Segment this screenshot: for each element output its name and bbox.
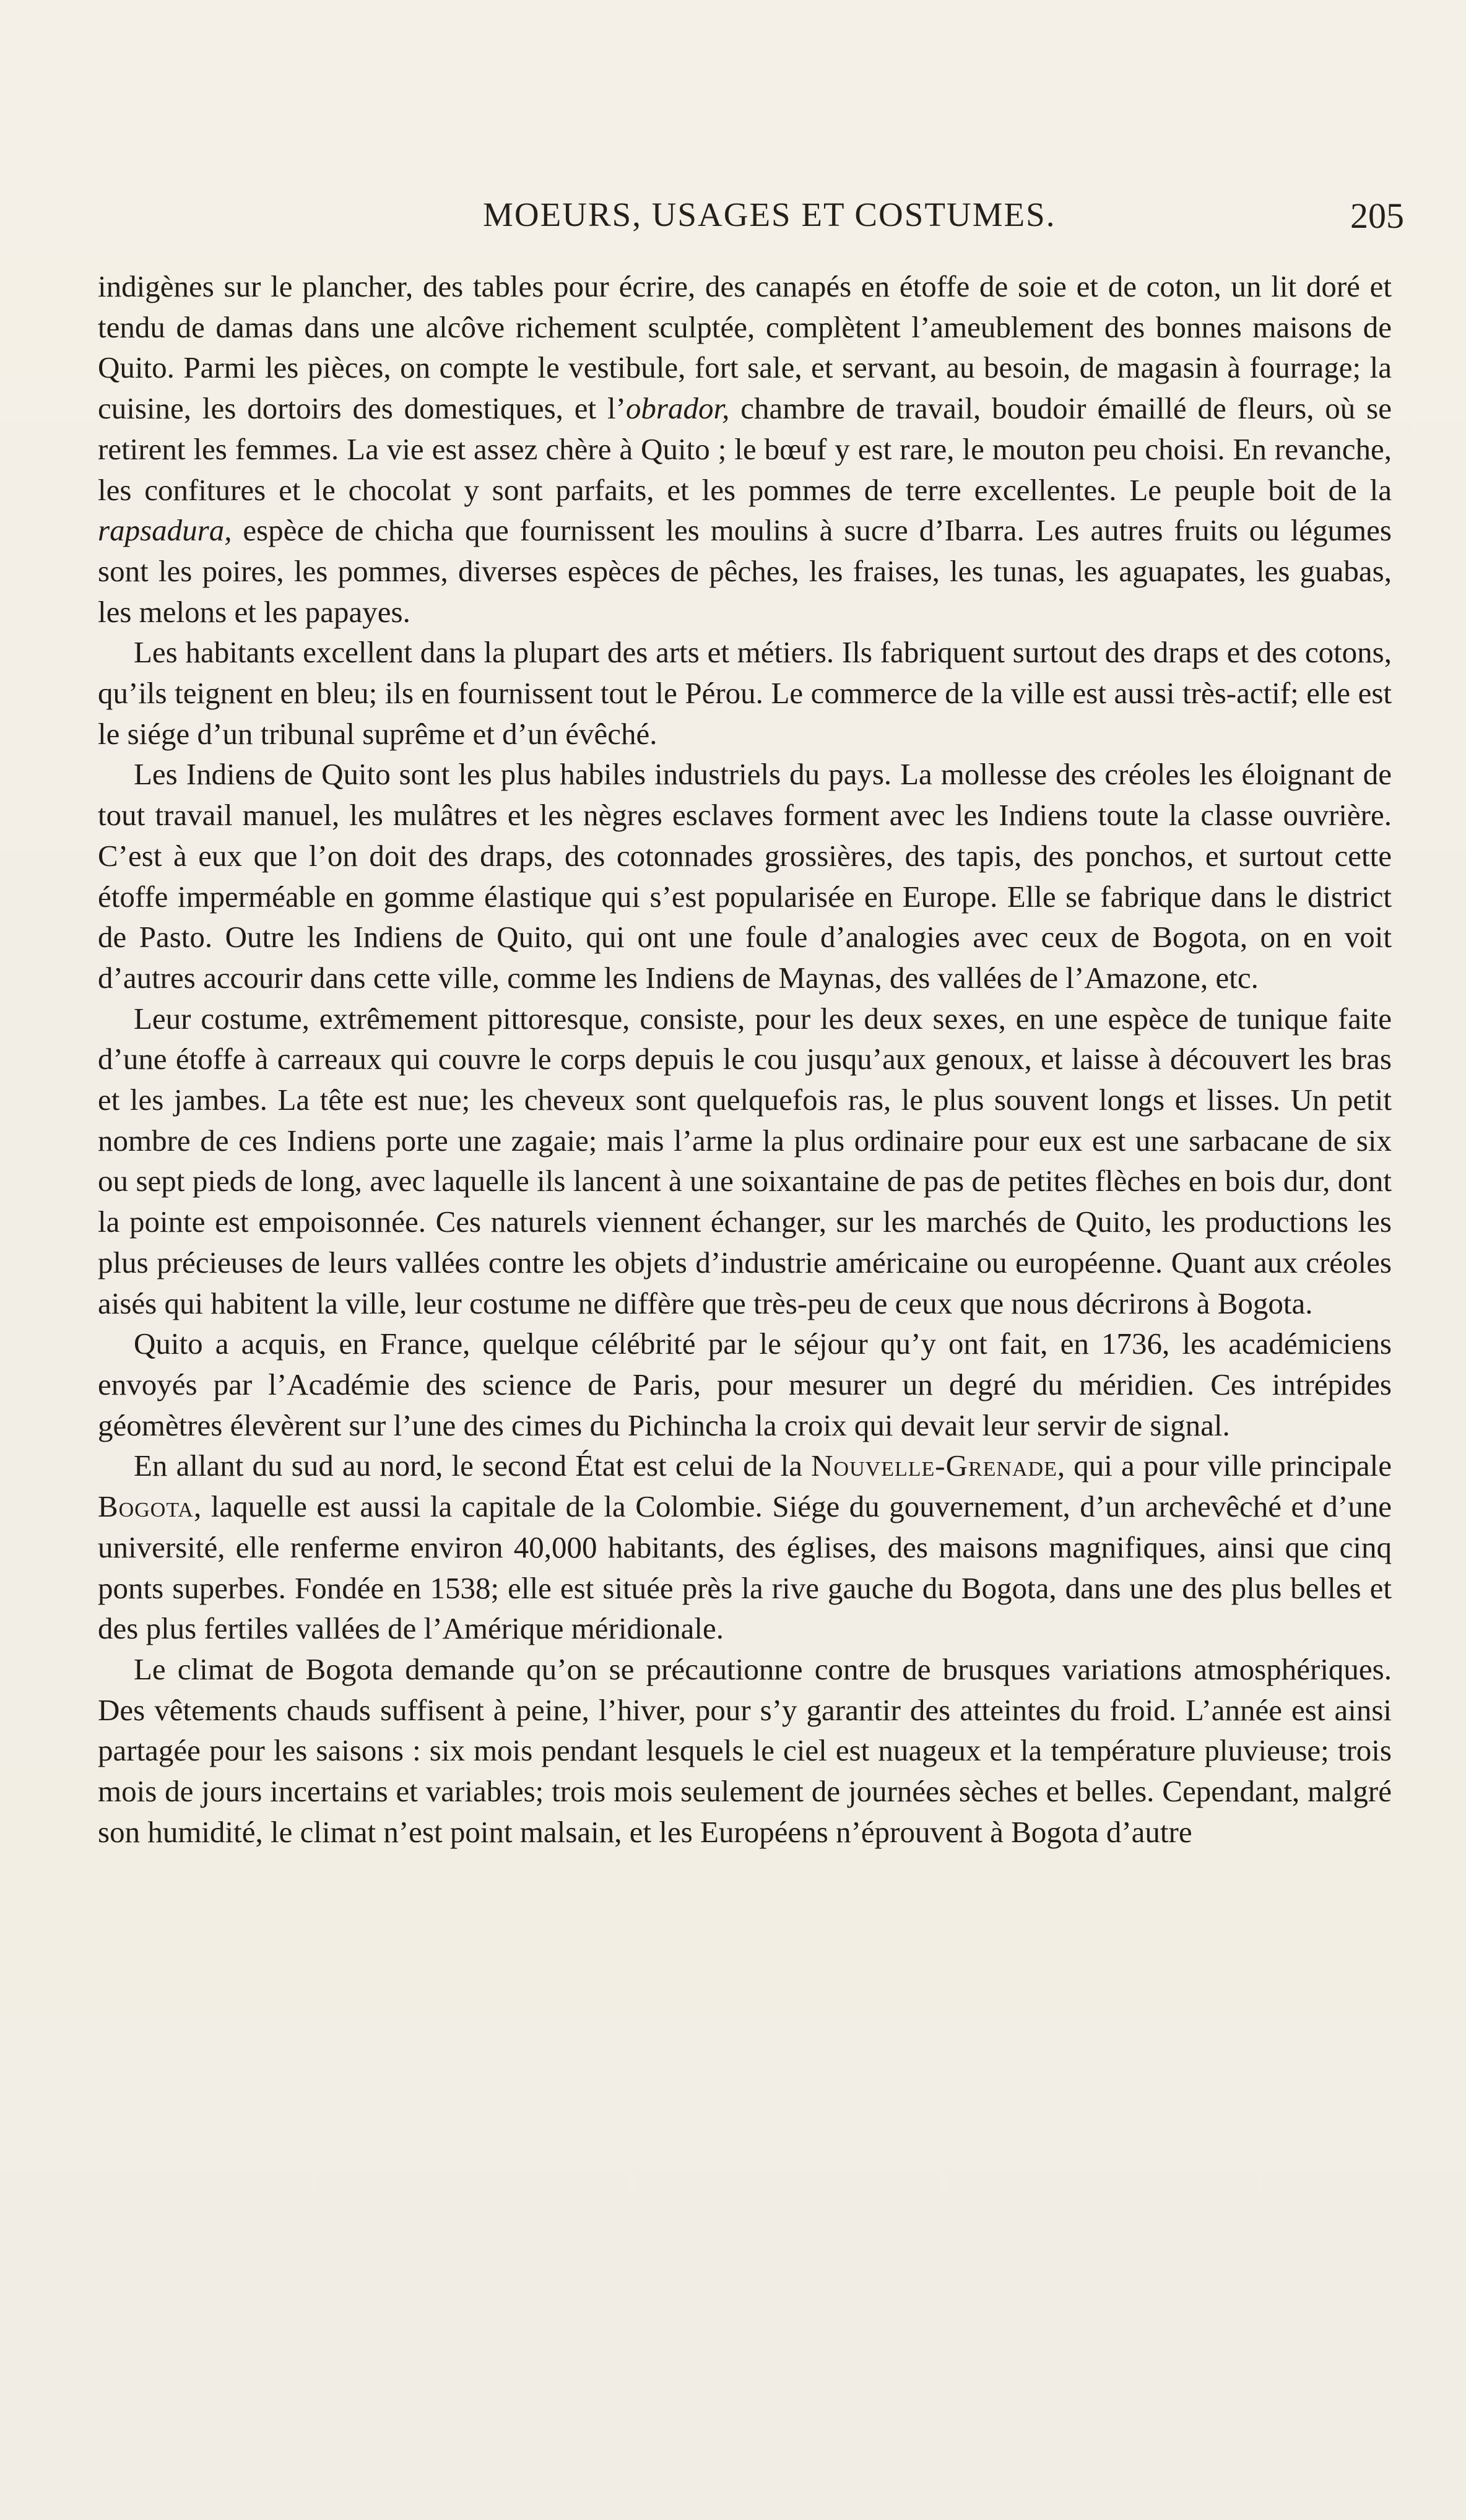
- small-caps-nouvelle-grenade: Nouvelle-Grenade: [811, 1448, 1057, 1483]
- running-title: MOEURS, USAGES ET COSTUMES.: [483, 196, 1056, 233]
- paragraph-6: [98, 1445, 1392, 1649]
- paragraph-4: Leur costume, extrêmement pittoresque, consiste, pour les deux sexes, en une espèce de tunique faite d’une étoffe à carreaux qui couvre le corps depuis le cou jusqu’aux genoux, et laisse à découvert les bras et les jambes. La tête est nue; les cheveux sont quelquefois ras, le plus souvent longs et lisses. Un petit nombre de ces Indiens porte une zagaie; mais l’arme la plus ordinaire pour eux est une sarbacane de six ou sept pieds de long, avec laquelle ils lancent à une soixantaine de pas de petites flèches en bois dur, dont la pointe est empoisonnée. Ces naturels viennent échanger, sur les marchés de Quito, les productions les plus précieuses de leurs vallées contre les objets d’industrie américaine ou européenne. Quant aux créoles aisés qui habitent la ville, leur costume ne diffère que très-peu de ceux que nous décrirons à Bogota.: [98, 1001, 1392, 1320]
- paragraph-3: Les Indiens de Quito sont les plus habiles industriels du pays. La mollesse des créoles les éloignant de tout travail manuel, les mulâtres et les nègres esclaves forment avec les Indiens toute la classe ouvrière. C’est à eux que l’on doit des draps, des cotonnades grossières, des tapis, des ponchos, et surtout cette étoffe imperméable en gomme élastique qui s’est popularisée en Europe. Elle se fabrique dans le district de Pasto. Outre les Indiens de Quito, qui ont une foule d’analogies avec ceux de Bogota, on en voit d’autres accourir dans cette ville, comme les Indiens de Maynas, des vallées de l’Amazone, etc.: [98, 757, 1392, 995]
- paragraph-7: Le climat de Bogota demande qu’on se précautionne contre de brusques variations atmosphériques. Des vêtements chauds suffisent à peine, l’hiver, pour s’y garantir des atteintes du froid. L’année est ainsi partagée pour les saisons : six mois pendant lesquels le ciel est nuageux et la température pluvieuse; trois mois de jours incertains et variables; trois mois seulement de journées sèches et belles. Cependant, malgré son humidité, le climat n’est point malsain, et les Européens n’éprouvent à Bogota d’autre: [98, 1652, 1392, 1849]
- paragraph-text: espèce de chicha que fournissent les moulins à sucre d’Ibarra. Les autres fruits ou légumes sont les poires, les pommes, diverses espèces de pêches, les fraises, les tunas, les aguapates, les guabas, les melons et les papayes.: [98, 513, 1392, 629]
- paragraph-1: [98, 266, 1392, 632]
- small-caps-bogota: Bogota: [98, 1489, 194, 1524]
- paragraph-text: , qui a pour ville principale: [1057, 1448, 1392, 1483]
- paragraph-text: , laquelle est aussi la capitale de la Colombie. Siége du gouvernement, d’un archevêché et d’une université, elle renferme environ 40,000 habitants, des églises, des maisons magnifiques, ainsi que cinq ponts superbes. Fondée en 1538; elle est située près la rive gauche du Bogota, dans une des plus belles et des plus fertiles vallées de l’Amérique méridionale.: [98, 1489, 1392, 1646]
- paragraph-text: chambre de travail, boudoir émaillé de fleurs, où se retirent les femmes. La vie est assez chère à Quito ; le bœuf y est rare, le mouton peu choisi. En revanche, les confitures et le chocolat y sont parfaits, et les pommes de terre excellentes. Le peuple boit de la: [98, 391, 1392, 507]
- italic-term-rapsadura: rapsadura,: [98, 513, 232, 548]
- paragraph-2: Les habitants excellent dans la plupart des arts et métiers. Ils fabriquent surtout des draps et des cotons, qu’ils teignent en bleu; ils en fournissent tout le Pérou. Le commerce de la ville est aussi très-actif; elle est le siége d’un tribunal suprême et d’un évêché.: [98, 635, 1392, 751]
- page-number: 205: [1350, 196, 1404, 236]
- running-head: [0, 195, 1466, 236]
- body-text: [98, 266, 1392, 1852]
- italic-term-obrador: obrador,: [625, 391, 730, 426]
- paragraph-text: En allant du sud au nord, le second État est celui de la: [134, 1448, 812, 1483]
- paragraph-text: indigènes sur le plancher, des tables pour écrire, des canapés en étoffe de soie et de coton, un lit doré et tendu de damas dans une alcôve richement sculptée, complètent l’ameublement des bonnes maisons de Quito. Parmi les pièces, on compte le vestibule, fort sale, et servant, au besoin, de magasin à fourrage; la cuisine, les dortoirs des domestiques, et l’: [98, 269, 1392, 426]
- paragraph-5: Quito a acquis, en France, quelque célébrité par le séjour qu’y ont fait, en 1736, les académiciens envoyés par l’Académie des science de Paris, pour mesurer un degré du méridien. Ces intrépides géomètres élevèrent sur l’une des cimes du Pichincha la croix qui devait leur servir de signal.: [98, 1327, 1392, 1442]
